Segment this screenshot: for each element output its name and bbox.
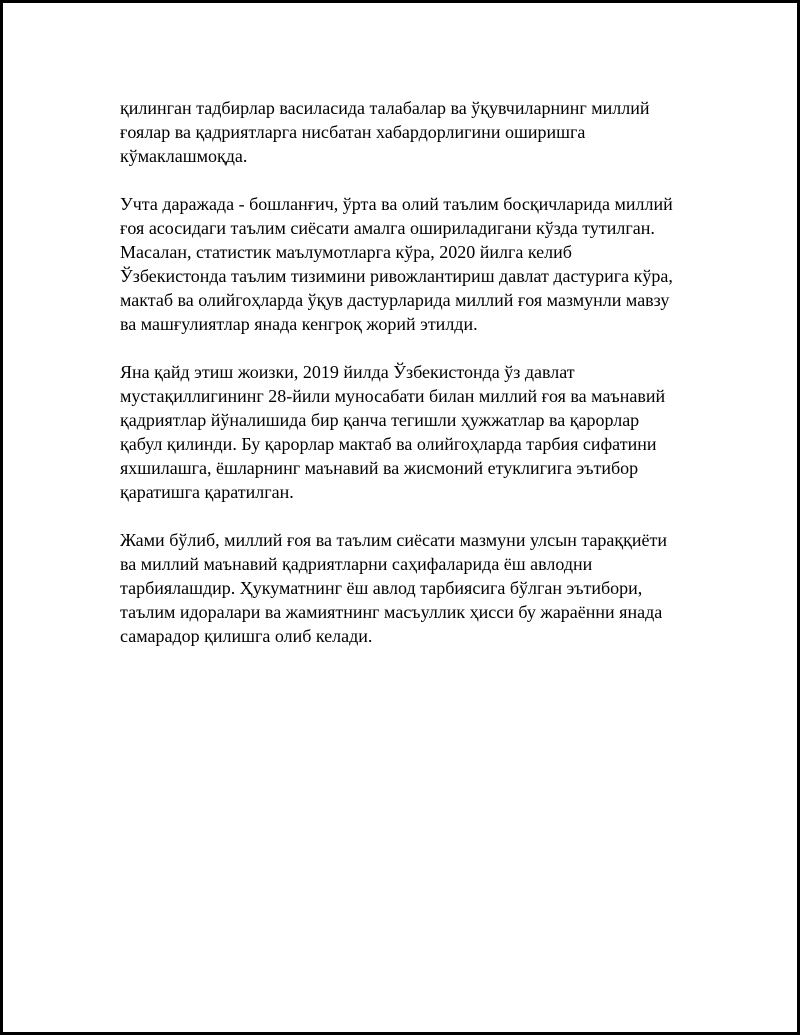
text-line: мустақиллигининг 28-йили муносабати билан миллий ғоя ва маънавий — [120, 386, 666, 406]
text-line: самарадор қилишга олиб келади. — [120, 626, 373, 646]
text-line: Учта даражада - бошланғич, ўрта ва олий таълим босқичларида миллий — [120, 194, 673, 214]
text-line: қадриятлар йўналишида бир қанча тегишли ҳужжатлар ва қарорлар — [120, 410, 640, 430]
text-line: мактаб ва олийгоҳларда ўқув дастурларида миллий ғоя мазмунли мавзу — [120, 290, 670, 310]
document-body — [120, 96, 700, 672]
text-line: Масалан, статистик маълумотларга кўра, 2020 йилга келиб — [120, 242, 572, 262]
text-line: кўмаклашмоқда. — [120, 146, 248, 166]
text-line: тарбиялашдир. Ҳукуматнинг ёш авлод тарбиясига бўлган эътибори, — [120, 578, 643, 598]
text-line: ғоялар ва қадриятларга нисбатан хабардорлигини оширишга — [120, 122, 586, 142]
text-line: қилинган тадбирлар василасида талабалар ва ўқувчиларнинг миллий — [120, 98, 650, 118]
text-line: қаратишга қаратилган. — [120, 482, 294, 502]
text-line: ғоя асосидаги таълим сиёсати амалга ошириладигани кўзда тутилган. — [120, 218, 655, 238]
text-line: ва машғулиятлар янада кенгроқ жорий этилди. — [120, 314, 478, 334]
text-line: яхшилашга, ёшларнинг маънавий ва жисмоний етуклигига эътибор — [120, 458, 639, 478]
paragraph-3 — [120, 360, 700, 504]
paragraph-1 — [120, 96, 700, 168]
text-line: ва миллий маънавий қадриятларни саҳифаларида ёш авлодни — [120, 554, 593, 574]
text-line: қабул қилинди. Бу қарорлар мактаб ва олийгоҳларда тарбия сифатини — [120, 434, 657, 454]
paragraph-4 — [120, 528, 700, 648]
text-line: Яна қайд этиш жоизки, 2019 йилда Ўзбекистонда ўз давлат — [120, 362, 575, 382]
paragraph-2 — [120, 192, 700, 336]
text-line: Ўзбекистонда таълим тизимини ривожлантириш давлат дастурига кўра, — [120, 266, 673, 286]
text-line: Жами бўлиб, миллий ғоя ва таълим сиёсати мазмуни улсын тараққиёти — [120, 530, 668, 550]
text-line: таълим идоралари ва жамиятнинг масъуллик ҳисси бу жараённи янада — [120, 602, 663, 622]
